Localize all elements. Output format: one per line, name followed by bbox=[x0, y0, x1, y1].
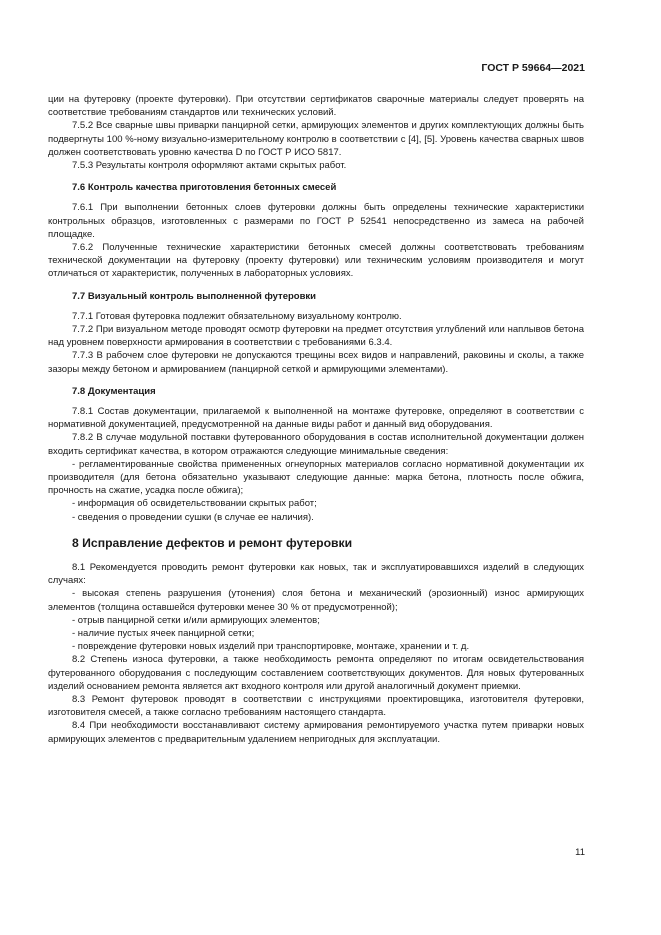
paragraph-7-6-2: 7.6.2 Полученные технические характеристики бетонных смесей должны соответствовать требованиям технической документации на футеровку (проекту футеровки) или техническим условиям производителя и могут отличаться от характеристик, полученных в лабораторных условиях. bbox=[48, 242, 584, 280]
paragraph-7-6-1: 7.6.1 При выполнении бетонных слоев футеровки должны быть определены технические характеристики контрольных образцов, изготовленных с размерами по ГОСТ Р 52541 непосредственно из замеса на рабочей площадке. bbox=[48, 202, 584, 240]
list-item: - высокая степень разрушения (утонения) слоя бетона и механический (эрозионный) износ армирующих элементов (толщина оставшейся футеровки менее 30 % от предусмотренной); bbox=[48, 588, 584, 613]
subsection-heading-7-6: 7.6 Контроль качества приготовления бетонных смесей bbox=[72, 182, 337, 194]
paragraph-8-2: 8.2 Степень износа футеровки, а также необходимость ремонта определяют по итогам освидетельствования футерованного оборудования с последующим составлением соответствующих документов. Для новых футерованных изделий основанием ремонта является акт входного контроля или другой аналогичный документ приемки. bbox=[48, 654, 584, 692]
list-item: - наличие пустых ячеек панцирной сетки; bbox=[72, 627, 255, 639]
paragraph-7-8-1: 7.8.1 Состав документации, прилагаемой к выполненной на монтаже футеровке, определяют в соответствии с нормативной документацией, предусмотренной на данные виды работ и данный вид оборудования. bbox=[48, 406, 584, 431]
paragraph-8-4: 8.4 При необходимости восстанавливают систему армирования ремонтируемого участка путем приварки новых армирующих элементов с предварительным удалением непригодных для эксплуатации. bbox=[48, 720, 584, 745]
list-item: - регламентированные свойства примененных огнеупорных материалов согласно нормативной документации их производителя (для бетона обязательно указывают следующие данные: марка бетона, плотность после обжига, прочность на сжатие, усадка после обжига); bbox=[48, 458, 584, 497]
page-number: 11 bbox=[575, 847, 585, 858]
section-heading-8: 8 Исправление дефектов и ремонт футеровки bbox=[72, 535, 353, 550]
list-item: - информация об освидетельствовании скрытых работ; bbox=[72, 498, 317, 510]
paragraph-7-7-2: 7.7.2 При визуальном методе проводят осмотр футеровки на предмет отсутствия углублений или наплывов бетона над уровнем поверхности армирования в соответствии с требованиями 6.3.4. bbox=[48, 324, 584, 349]
paragraph-7-8-2: 7.8.2 В случае модульной поставки футерованного оборудования в состав исполнительной документации должен входить сертификат качества, в котором отражаются следующие минимальные сведения: bbox=[48, 432, 584, 457]
subsection-heading-7-8: 7.8 Документация bbox=[72, 385, 156, 397]
subsection-heading-7-7: 7.7 Визуальный контроль выполненной футеровки bbox=[72, 290, 317, 302]
list-item: - отрыв панцирной сетки и/или армирующих элементов; bbox=[72, 614, 320, 626]
document-code: ГОСТ Р 59664—2021 bbox=[481, 62, 585, 74]
document-body bbox=[48, 93, 584, 746]
paragraph-7-7-3: 7.7.3 В рабочем слое футеровки не допускаются трещины всех видов и направлений, раковины и сколы, а также зазоры между бетоном и армированием (панцирной сеткой и армирующими элементами). bbox=[48, 350, 584, 375]
paragraph-7-5-2: 7.5.2 Все сварные швы приварки панцирной сетки, армирующих элементов и других комплектующих должны быть подвергнуты 100 %-ному визуально-измерительному контролю в соответствии с [4], [5]. Уровень качества сварных швов должен соответствовать уровню качества D по ГОСТ Р ИСО 5817. bbox=[48, 120, 584, 158]
paragraph-8-1: 8.1 Рекомендуется проводить ремонт футеровки как новых, так и эксплуатировавшихся изделий в следующих случаях: bbox=[48, 561, 584, 587]
list-item: - сведения о проведении сушки (в случае ее наличия). bbox=[72, 511, 314, 523]
paragraph-7-5-3: 7.5.3 Результаты контроля оформляют актами скрытых работ. bbox=[72, 160, 347, 172]
list-item: - повреждение футеровки новых изделий при транспортировке, монтаже, хранении и т. д. bbox=[72, 641, 470, 653]
paragraph-8-3: 8.3 Ремонт футеровок проводят в соответствии с инструкциями проектировщика, изготовителя футеровки, изготовителя смесей, а также согласно требованиям настоящего стандарта. bbox=[48, 693, 584, 719]
paragraph-7-7-1: 7.7.1 Готовая футеровка подлежит обязательному визуальному контролю. bbox=[72, 310, 402, 322]
paragraph: ции на футеровку (проекте футеровки). При отсутствии сертификатов сварочные материалы следует проверять на соответствие требованиям стандартов или технических условий. bbox=[48, 94, 584, 119]
